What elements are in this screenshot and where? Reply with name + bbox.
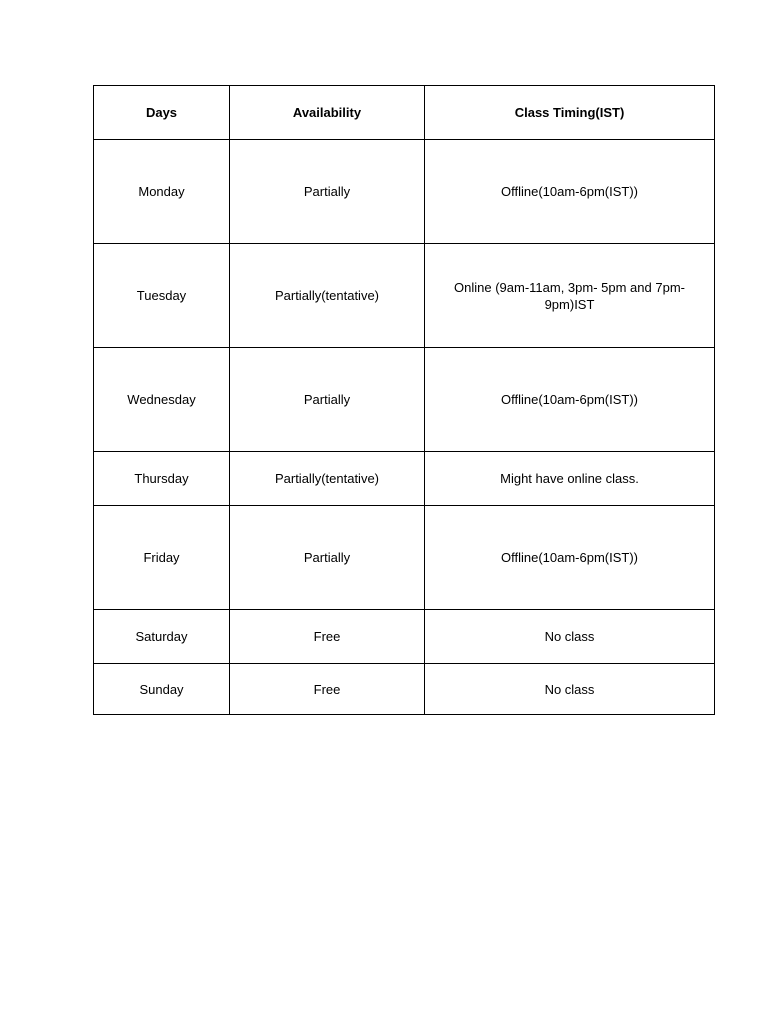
day-cell: Friday	[94, 506, 230, 610]
timing-cell	[425, 452, 715, 506]
availability-schedule-table	[93, 85, 715, 715]
timing-text: Offline(10am-6pm(IST))	[500, 550, 638, 565]
table-row	[94, 664, 715, 715]
timing-text: Might have online class.	[500, 471, 639, 486]
table-row	[94, 506, 715, 610]
timing-text: Offline(10am-6pm(IST))	[500, 392, 638, 407]
availability-cell: Partially(tentative)	[230, 244, 425, 348]
timing-cell	[425, 140, 715, 244]
day-cell: Sunday	[94, 664, 230, 715]
availability-cell: Free	[230, 610, 425, 664]
day-cell: Wednesday	[94, 348, 230, 452]
timing-cell	[425, 664, 715, 715]
availability-cell: Partially(tentative)	[230, 452, 425, 506]
availability-cell: Partially	[230, 506, 425, 610]
timing-text: No class	[544, 681, 595, 697]
availability-cell: Partially	[230, 348, 425, 452]
day-cell: Saturday	[94, 610, 230, 664]
header-days: Days	[94, 86, 230, 140]
availability-cell: Partially	[230, 140, 425, 244]
timing-cell	[425, 348, 715, 452]
table-row	[94, 348, 715, 452]
table-row	[94, 610, 715, 664]
table-row	[94, 452, 715, 506]
day-cell: Thursday	[94, 452, 230, 506]
table-row	[94, 244, 715, 348]
timing-cell	[425, 610, 715, 664]
timing-text: Online (9am-11am, 3pm- 5pm and 7pm-9pm)IST	[454, 279, 685, 312]
header-availability: Availability	[230, 86, 425, 140]
availability-cell: Free	[230, 664, 425, 715]
header-class-timing: Class Timing(IST)	[425, 86, 715, 140]
table-row	[94, 140, 715, 244]
timing-cell	[425, 506, 715, 610]
timing-cell	[425, 244, 715, 348]
table-header-row	[94, 86, 715, 140]
day-cell: Monday	[94, 140, 230, 244]
day-cell: Tuesday	[94, 244, 230, 348]
timing-text: No class	[544, 629, 595, 644]
timing-text: Offline(10am-6pm(IST))	[500, 184, 638, 199]
